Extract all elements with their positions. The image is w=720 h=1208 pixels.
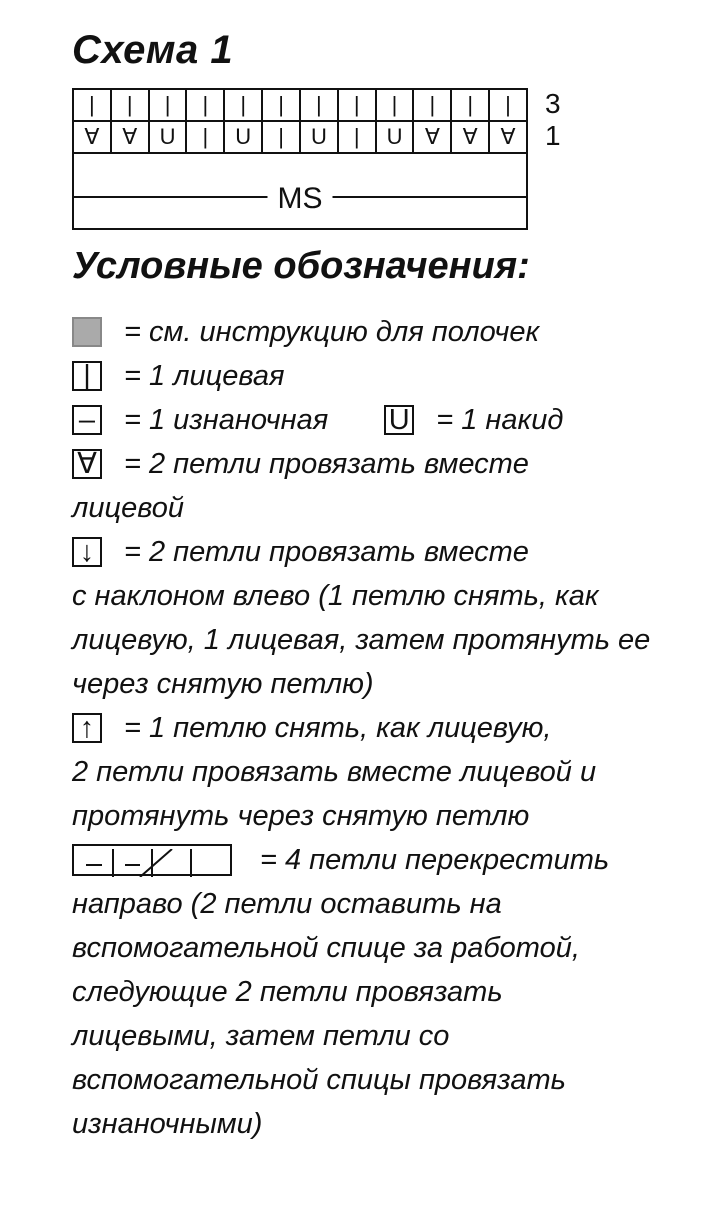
legend-text-line: изнаночными) — [72, 1108, 263, 1140]
gray-box-icon — [72, 317, 102, 347]
k2tog-symbol: ∀ — [452, 122, 490, 152]
legend — [72, 310, 702, 1146]
legend-text-line: вспомогательной спице за работой, — [72, 932, 580, 964]
legend-k2tog: = 2 петли провязать вместе — [124, 448, 529, 480]
chart-cell: | — [263, 90, 301, 120]
legend-text-line: лицевыми, затем петли со — [72, 1020, 450, 1052]
legend-text-line: 2 петли провязать вместе лицевой и — [72, 756, 597, 788]
legend-text-line: лицевой — [72, 492, 184, 524]
k2tog-symbol: ∀ — [414, 122, 452, 152]
knit-icon: | — [72, 361, 102, 391]
chart-cell: | — [225, 90, 263, 120]
knit-symbol: | — [339, 122, 377, 152]
yarn-over-symbol: U — [150, 122, 188, 152]
k2tog-icon: ∀ — [72, 449, 102, 479]
chart-row-3 — [72, 88, 528, 120]
k2tog-symbol: ∀ — [74, 122, 112, 152]
knit-symbol: | — [187, 122, 225, 152]
legend-text-line: направо (2 петли оставить на — [72, 888, 502, 920]
chart-row-1 — [72, 120, 528, 152]
row-number: 3 — [545, 88, 561, 119]
yarn-over-icon: U — [384, 405, 414, 435]
yarn-over-symbol: U — [225, 122, 263, 152]
chart-cell: | — [112, 90, 150, 120]
chart-title: Схема 1 — [72, 28, 234, 72]
ms-repeat — [72, 152, 528, 230]
chart-cell: | — [187, 90, 225, 120]
chart-cell: | — [452, 90, 490, 120]
legend-cable: = 4 петли перекрестить — [260, 844, 610, 876]
chart-cell: | — [150, 90, 188, 120]
legend-text-line: вспомогательной спицы провязать — [72, 1064, 566, 1096]
legend-knit: = 1 лицевая — [124, 360, 285, 392]
chart-cell: | — [377, 90, 415, 120]
knit-symbol: | — [263, 122, 301, 152]
legend-ssk: = 2 петли провязать вместе — [124, 536, 529, 568]
row-number: 1 — [545, 120, 561, 151]
yarn-over-symbol: U — [377, 122, 415, 152]
legend-title: Условные обозначения: — [72, 245, 530, 287]
legend-gray: = см. инструкцию для полочек — [124, 316, 540, 348]
k2tog-symbol: ∀ — [500, 124, 516, 149]
legend-text-line: лицевую, 1 лицевая, затем протянуть ее — [72, 624, 651, 656]
chart-cell: | — [414, 90, 452, 120]
arrow-up-icon: ↑ — [72, 713, 102, 743]
cable-icon — [72, 844, 232, 876]
chart-cell: | — [505, 92, 511, 117]
chart-cell: | — [339, 90, 377, 120]
ms-label: MS — [268, 182, 333, 216]
legend-yo: = 1 накид — [436, 404, 564, 436]
legend-text-line: протянуть через снятую петлю — [72, 800, 530, 832]
chart-cell: | — [74, 90, 112, 120]
yarn-over-symbol: U — [301, 122, 339, 152]
chart-cell: | — [301, 90, 339, 120]
k2tog-symbol: ∀ — [112, 122, 150, 152]
legend-purl: = 1 изнаночная — [124, 404, 329, 436]
legend-sk2p: = 1 петлю снять, как лицевую, — [124, 712, 552, 744]
purl-icon: – — [72, 405, 102, 435]
legend-text-line: с наклоном влево (1 петлю снять, как — [72, 580, 599, 612]
legend-text-line: следующие 2 петли провязать — [72, 976, 503, 1008]
knitting-chart — [72, 88, 528, 230]
legend-text-line: через снятую петлю) — [72, 668, 374, 700]
arrow-down-icon: ↓ — [72, 537, 102, 567]
